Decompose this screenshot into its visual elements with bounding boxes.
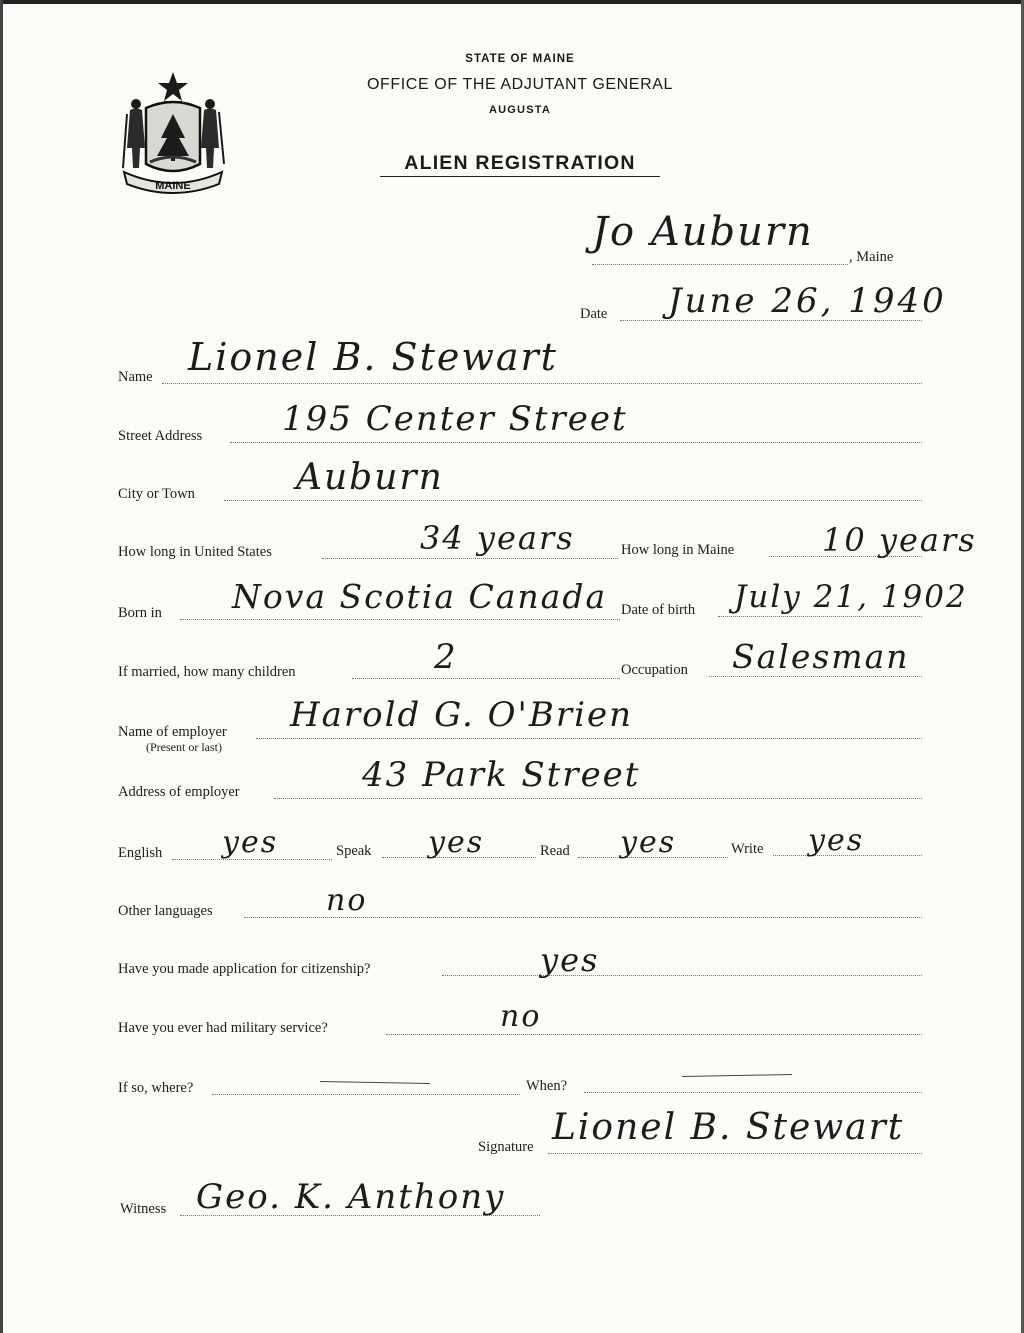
header-office: OFFICE OF THE ADJUTANT GENERAL <box>366 76 674 93</box>
us-years-label: How long in United States <box>118 544 272 560</box>
dob-line <box>718 616 922 617</box>
witness-label: Witness <box>120 1201 167 1217</box>
employer-address-label: Address of employer <box>118 784 240 800</box>
header-city: AUGUSTA <box>489 104 551 116</box>
us-years-value[interactable]: 34 years <box>420 519 575 557</box>
citizenship-label: Have you made application for citizenship? <box>118 961 371 977</box>
dob-label: Date of birth <box>621 602 696 618</box>
scan-top-edge <box>0 0 1024 4</box>
street-value[interactable]: 195 Center Street <box>282 399 628 439</box>
employer-label: Name of employer <box>118 724 227 740</box>
witness-value[interactable]: Geo. K. Anthony <box>196 1177 506 1217</box>
when-line <box>584 1092 922 1093</box>
date-label: Date <box>580 306 608 322</box>
name-line <box>162 383 922 384</box>
employer-value[interactable]: Harold G. O'Brien <box>290 695 634 735</box>
speak-label: Speak <box>336 843 372 859</box>
born-value[interactable]: Nova Scotia Canada <box>232 577 608 616</box>
scan-left-edge <box>0 0 3 1333</box>
military-value[interactable]: no <box>500 999 542 1034</box>
us-years-line <box>322 558 618 559</box>
seal-banner-text: MAINE <box>155 180 191 192</box>
occupation-label: Occupation <box>621 662 688 678</box>
dob-value[interactable]: July 21, 1902 <box>734 579 968 615</box>
children-value[interactable]: 2 <box>434 637 458 677</box>
read-label: Read <box>540 843 570 859</box>
form-title: ALIEN REGISTRATION <box>380 152 660 177</box>
maine-years-value[interactable]: 10 years <box>822 521 977 559</box>
signature-line <box>548 1153 922 1154</box>
maine-suffix: , Maine <box>849 249 894 265</box>
maine-state-seal-icon <box>118 68 228 198</box>
other-languages-label: Other languages <box>118 903 213 919</box>
speak-value[interactable]: yes <box>428 825 485 860</box>
where-dash-mark <box>320 1081 430 1084</box>
citizenship-line <box>442 975 922 976</box>
town-value[interactable]: Jo Auburn <box>592 209 814 255</box>
city-value[interactable]: Auburn <box>296 457 444 498</box>
employer-sub-label: (Present or last) <box>146 740 222 754</box>
employer-address-value[interactable]: 43 Park Street <box>362 755 641 795</box>
city-label: City or Town <box>118 486 195 502</box>
signature-label: Signature <box>478 1139 534 1155</box>
where-label: If so, where? <box>118 1080 194 1096</box>
town-line <box>592 264 848 265</box>
when-label: When? <box>526 1078 568 1094</box>
other-languages-value[interactable]: no <box>326 883 368 918</box>
occupation-value[interactable]: Salesman <box>732 637 910 676</box>
citizenship-value[interactable]: yes <box>540 941 600 979</box>
employer-line <box>256 738 922 739</box>
children-label: If married, how many children <box>118 664 296 680</box>
street-line <box>230 442 922 443</box>
write-value[interactable]: yes <box>808 823 865 858</box>
maine-years-label: How long in Maine <box>621 542 735 558</box>
name-value[interactable]: Lionel B. Stewart <box>188 335 558 379</box>
employer-address-line <box>274 798 922 799</box>
english-value[interactable]: yes <box>222 825 279 860</box>
read-value[interactable]: yes <box>620 825 677 860</box>
when-dash-mark <box>682 1074 792 1077</box>
date-value[interactable]: June 26, 1940 <box>668 281 947 321</box>
signature-value[interactable]: Lionel B. Stewart <box>552 1107 905 1148</box>
born-line <box>180 619 620 620</box>
born-label: Born in <box>118 605 162 621</box>
name-label: Name <box>118 369 153 385</box>
military-label: Have you ever had military service? <box>118 1020 328 1036</box>
write-label: Write <box>731 841 764 857</box>
military-line <box>386 1034 922 1035</box>
english-label: English <box>118 845 163 861</box>
occupation-line <box>709 676 922 677</box>
header-state: STATE OF MAINE <box>465 53 575 65</box>
street-label: Street Address <box>118 428 203 444</box>
where-line <box>212 1094 520 1095</box>
children-line <box>352 678 620 679</box>
city-line <box>224 500 922 501</box>
